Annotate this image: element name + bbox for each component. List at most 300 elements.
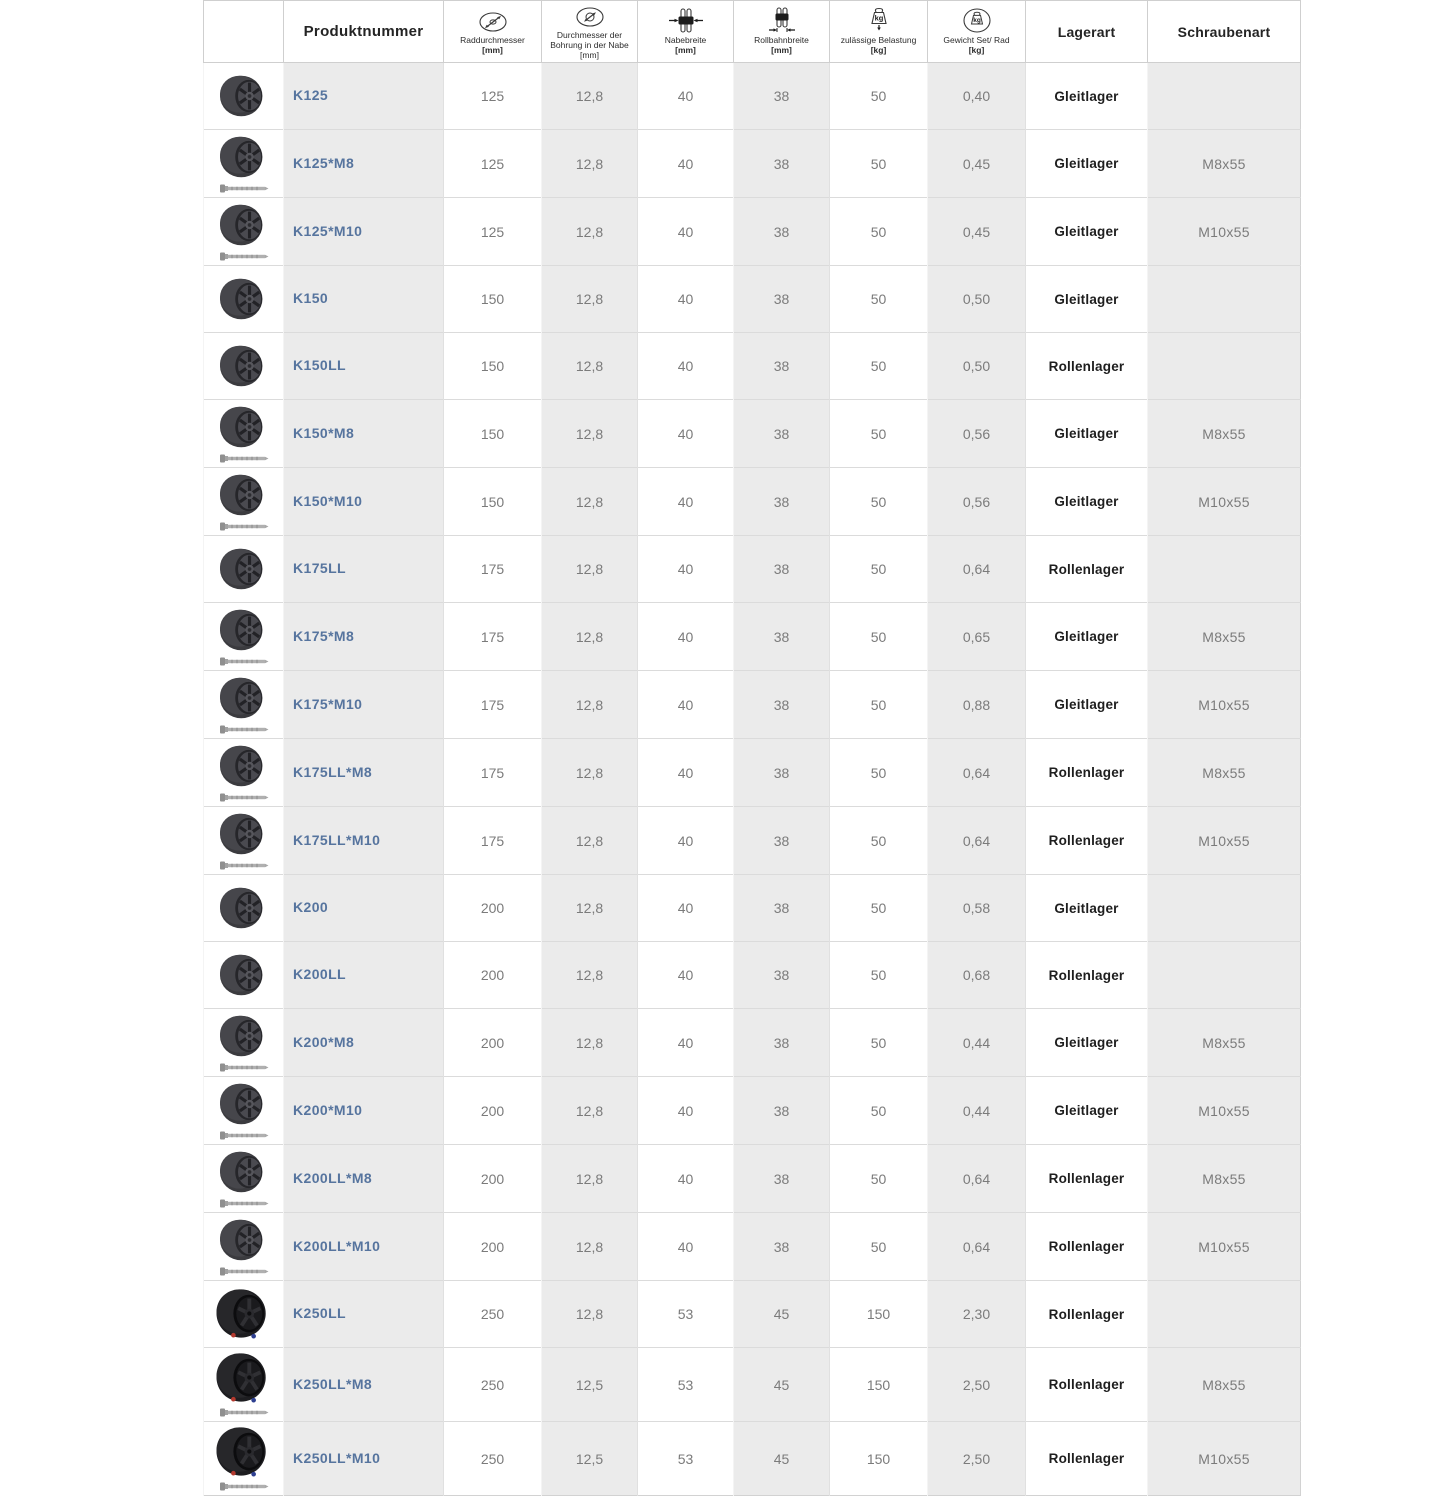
wheel-photo-small-icon (218, 742, 270, 790)
raddurchmesser-cell: 150 (444, 333, 542, 400)
product-link[interactable]: K200*M8 (293, 1033, 355, 1050)
schraubenart-cell (1148, 63, 1301, 130)
lagerart-cell: Rollenlager (1026, 1145, 1148, 1213)
table-row (204, 1145, 1301, 1213)
product-image-cell (204, 739, 284, 807)
product-image (204, 468, 283, 535)
raddurchmesser-cell: 175 (444, 536, 542, 603)
screw-icon (218, 183, 270, 194)
wheel-diameter-icon (445, 8, 540, 34)
hub-width-icon (639, 8, 732, 34)
nabebreite-cell: 53 (638, 1422, 734, 1496)
nabebreite-cell: 40 (638, 63, 734, 130)
raddurchmesser-cell: 150 (444, 400, 542, 468)
product-number-cell (284, 1009, 444, 1077)
lagerart-cell: Gleitlager (1026, 400, 1148, 468)
screw-icon (218, 251, 270, 262)
bohrung-cell: 12,8 (542, 603, 638, 671)
bohrung-cell: 12,8 (542, 198, 638, 266)
raddurchmesser-cell: 175 (444, 671, 542, 739)
screw-icon (218, 860, 270, 871)
table-row (204, 1281, 1301, 1348)
raddurchmesser-cell: 200 (444, 1077, 542, 1145)
rollbahnbreite-cell: 38 (734, 400, 830, 468)
screw-icon (218, 1198, 270, 1209)
wheel-photo-small-icon (218, 951, 270, 999)
gewicht-cell: 0,50 (928, 266, 1026, 333)
product-number-cell (284, 536, 444, 603)
wheel-photo-small-icon (218, 545, 270, 593)
lagerart-cell: Rollenlager (1026, 739, 1148, 807)
product-link[interactable]: K250LL (293, 1305, 346, 1321)
header-nabebreite-unit: [mm] (675, 45, 696, 55)
rollbahnbreite-cell: 38 (734, 942, 830, 1009)
product-link[interactable]: K200*M10 (293, 1101, 363, 1118)
product-number-cell (284, 807, 444, 875)
rollbahnbreite-cell: 45 (734, 1348, 830, 1422)
product-link[interactable]: K125*M8 (293, 154, 355, 171)
gewicht-cell: 0,64 (928, 1145, 1026, 1213)
belastung-cell: 50 (830, 536, 928, 603)
table-row (204, 468, 1301, 536)
schraubenart-cell (1148, 875, 1301, 942)
rollbahnbreite-cell: 45 (734, 1422, 830, 1496)
product-link[interactable]: K150 (293, 290, 329, 306)
nabebreite-cell: 40 (638, 1213, 734, 1281)
gewicht-cell: 2,30 (928, 1281, 1026, 1348)
product-link[interactable]: K175*M8 (293, 627, 355, 644)
raddurchmesser-cell: 200 (444, 1009, 542, 1077)
product-number-cell (284, 671, 444, 739)
product-image (204, 807, 283, 874)
raddurchmesser-cell: 175 (444, 603, 542, 671)
bohrung-cell: 12,8 (542, 1009, 638, 1077)
table-row (204, 1009, 1301, 1077)
schraubenart-cell: M10x55 (1148, 198, 1301, 266)
bohrung-cell: 12,8 (542, 1281, 638, 1348)
rollbahnbreite-cell: 38 (734, 671, 830, 739)
raddurchmesser-cell: 150 (444, 266, 542, 333)
wheel-photo-small-icon (218, 1216, 270, 1264)
raddurchmesser-cell: 200 (444, 942, 542, 1009)
product-number-cell (284, 130, 444, 198)
product-image (204, 1145, 283, 1212)
product-link[interactable]: K200LL*M8 (293, 1169, 373, 1186)
nabebreite-cell: 40 (638, 875, 734, 942)
rollbahnbreite-cell: 38 (734, 266, 830, 333)
belastung-cell: 50 (830, 875, 928, 942)
product-image (204, 542, 283, 596)
header-raddurchmesser (444, 1, 542, 63)
product-number-cell (284, 400, 444, 468)
product-number-cell (284, 63, 444, 130)
nabebreite-cell: 40 (638, 942, 734, 1009)
product-image (204, 671, 283, 738)
product-image-cell (204, 875, 284, 942)
product-number-cell (284, 603, 444, 671)
belastung-cell: 150 (830, 1422, 928, 1496)
header-gewicht (928, 1, 1026, 63)
table-row (204, 875, 1301, 942)
screw-icon (218, 656, 270, 667)
product-image (204, 198, 283, 265)
product-image-cell (204, 942, 284, 1009)
bohrung-cell: 12,8 (542, 266, 638, 333)
product-image-cell (204, 400, 284, 468)
belastung-cell: 50 (830, 739, 928, 807)
product-image (204, 739, 283, 806)
belastung-cell: 50 (830, 266, 928, 333)
product-link[interactable]: K150LL (293, 357, 346, 373)
header-produktnummer (284, 1, 444, 63)
product-image-cell (204, 1077, 284, 1145)
gewicht-cell: 0,44 (928, 1077, 1026, 1145)
max-load-icon (831, 8, 926, 34)
rollbahnbreite-cell: 38 (734, 333, 830, 400)
lagerart-cell: Gleitlager (1026, 603, 1148, 671)
nabebreite-cell: 40 (638, 130, 734, 198)
product-link[interactable]: K250LL*M10 (293, 1449, 381, 1466)
product-link[interactable]: K200LL*M10 (293, 1237, 381, 1254)
schraubenart-cell: M10x55 (1148, 1213, 1301, 1281)
product-image-cell (204, 130, 284, 198)
rollbahnbreite-cell: 38 (734, 739, 830, 807)
raddurchmesser-cell: 175 (444, 807, 542, 875)
header-gewicht-unit: [kg] (968, 45, 985, 55)
product-image (204, 1284, 283, 1344)
rollbahnbreite-cell: 38 (734, 198, 830, 266)
product-link[interactable]: K150*M8 (293, 424, 355, 441)
product-image-cell (204, 1145, 284, 1213)
bohrung-cell: 12,8 (542, 1077, 638, 1145)
nabebreite-cell: 40 (638, 1077, 734, 1145)
bohrung-cell: 12,8 (542, 942, 638, 1009)
table-row (204, 603, 1301, 671)
schraubenart-cell: M8x55 (1148, 130, 1301, 198)
schraubenart-cell: M10x55 (1148, 807, 1301, 875)
table-row (204, 400, 1301, 468)
nabebreite-cell: 40 (638, 807, 734, 875)
raddurchmesser-cell: 250 (444, 1348, 542, 1422)
gewicht-cell: 0,44 (928, 1009, 1026, 1077)
raddurchmesser-cell: 175 (444, 739, 542, 807)
wheel-photo-small-icon (218, 72, 270, 120)
lagerart-cell: Rollenlager (1026, 1213, 1148, 1281)
schraubenart-cell (1148, 333, 1301, 400)
product-image-cell (204, 63, 284, 130)
screw-icon (218, 724, 270, 735)
tread-width-icon (735, 8, 828, 34)
product-link[interactable]: K200 (293, 899, 329, 915)
product-number-cell (284, 198, 444, 266)
schraubenart-cell (1148, 266, 1301, 333)
rollbahnbreite-cell: 38 (734, 875, 830, 942)
screw-icon (218, 1407, 270, 1418)
product-image-cell (204, 603, 284, 671)
product-image-cell (204, 468, 284, 536)
nabebreite-cell: 40 (638, 198, 734, 266)
lagerart-cell: Rollenlager (1026, 1348, 1148, 1422)
bohrung-cell: 12,8 (542, 671, 638, 739)
bohrung-cell: 12,5 (542, 1348, 638, 1422)
bore-diameter-icon (543, 3, 636, 29)
header-schraubenart (1148, 1, 1301, 63)
product-number-cell (284, 1281, 444, 1348)
belastung-cell: 50 (830, 1145, 928, 1213)
product-image-cell (204, 198, 284, 266)
schraubenart-cell: M8x55 (1148, 603, 1301, 671)
rollbahnbreite-cell: 38 (734, 1145, 830, 1213)
gewicht-cell: 2,50 (928, 1422, 1026, 1496)
table-row (204, 1348, 1301, 1422)
table-row (204, 63, 1301, 130)
raddurchmesser-cell: 200 (444, 875, 542, 942)
wheel-photo-small-icon (218, 275, 270, 323)
rollbahnbreite-cell: 38 (734, 807, 830, 875)
nabebreite-cell: 40 (638, 603, 734, 671)
lagerart-cell: Gleitlager (1026, 1077, 1148, 1145)
product-link[interactable]: K150*M10 (293, 492, 363, 509)
wheel-photo-small-icon (218, 884, 270, 932)
lagerart-cell: Rollenlager (1026, 807, 1148, 875)
header-bohrung-label: Durchmesser der Bohrung in der Nabe [mm] (550, 30, 629, 60)
belastung-cell: 50 (830, 468, 928, 536)
header-nabebreite (638, 1, 734, 63)
header-raddurchmesser-unit: [mm] (482, 45, 503, 55)
schraubenart-cell: M8x55 (1148, 1348, 1301, 1422)
product-image-cell (204, 536, 284, 603)
bohrung-cell: 12,8 (542, 807, 638, 875)
lagerart-cell: Gleitlager (1026, 671, 1148, 739)
header-lagerart-label: Lagerart (1057, 23, 1116, 40)
product-number-cell (284, 468, 444, 536)
schraubenart-cell: M10x55 (1148, 1077, 1301, 1145)
header-rollbahnbreite-unit: [mm] (771, 45, 792, 55)
product-image-cell (204, 333, 284, 400)
rollbahnbreite-cell: 45 (734, 1281, 830, 1348)
product-number-cell (284, 333, 444, 400)
product-image-cell (204, 1348, 284, 1422)
product-number-cell (284, 942, 444, 1009)
product-link[interactable]: K125 (293, 87, 329, 103)
product-table-container (203, 0, 1300, 1496)
product-image-cell (204, 1009, 284, 1077)
rollbahnbreite-cell: 38 (734, 1213, 830, 1281)
product-number-cell (284, 1077, 444, 1145)
screw-icon (218, 1266, 270, 1277)
lagerart-cell: Rollenlager (1026, 1422, 1148, 1496)
bohrung-cell: 12,8 (542, 400, 638, 468)
product-image (204, 272, 283, 326)
product-number-cell (284, 1348, 444, 1422)
belastung-cell: 50 (830, 333, 928, 400)
belastung-cell: 50 (830, 1213, 928, 1281)
screw-icon (218, 1062, 270, 1073)
wheel-photo-small-icon (218, 342, 270, 390)
header-gewicht-label: Gewicht Set/ Rad (943, 35, 1010, 45)
wheel-photo-small-icon (218, 1148, 270, 1196)
header-belastung (830, 1, 928, 63)
belastung-cell: 50 (830, 400, 928, 468)
product-number-cell (284, 739, 444, 807)
gewicht-cell: 0,64 (928, 1213, 1026, 1281)
schraubenart-cell (1148, 536, 1301, 603)
wheel-photo-large-icon (215, 1425, 273, 1479)
wheel-photo-large-icon (215, 1351, 273, 1405)
schraubenart-cell: M8x55 (1148, 400, 1301, 468)
product-image (204, 1077, 283, 1144)
bohrung-cell: 12,8 (542, 1145, 638, 1213)
product-link[interactable]: K175LL*M10 (293, 831, 381, 848)
wheel-photo-small-icon (218, 133, 270, 181)
nabebreite-cell: 40 (638, 1009, 734, 1077)
wheel-photo-small-icon (218, 471, 270, 519)
gewicht-cell: 0,68 (928, 942, 1026, 1009)
schraubenart-cell (1148, 942, 1301, 1009)
wheel-photo-small-icon (218, 810, 270, 858)
raddurchmesser-cell: 250 (444, 1422, 542, 1496)
schraubenart-cell: M10x55 (1148, 468, 1301, 536)
raddurchmesser-cell: 125 (444, 198, 542, 266)
header-rollbahnbreite (734, 1, 830, 63)
product-image (204, 339, 283, 393)
nabebreite-cell: 53 (638, 1281, 734, 1348)
nabebreite-cell: 40 (638, 536, 734, 603)
table-row (204, 807, 1301, 875)
belastung-cell: 50 (830, 130, 928, 198)
header-bohrung (542, 1, 638, 63)
gewicht-cell: 0,45 (928, 198, 1026, 266)
product-number-cell (284, 875, 444, 942)
raddurchmesser-cell: 200 (444, 1145, 542, 1213)
schraubenart-cell: M8x55 (1148, 739, 1301, 807)
belastung-cell: 50 (830, 198, 928, 266)
svg-text:kg: kg (874, 13, 883, 23)
table-row (204, 266, 1301, 333)
bohrung-cell: 12,5 (542, 1422, 638, 1496)
raddurchmesser-cell: 250 (444, 1281, 542, 1348)
lagerart-cell: Gleitlager (1026, 130, 1148, 198)
product-number-cell (284, 266, 444, 333)
table-row (204, 1422, 1301, 1496)
bohrung-cell: 12,8 (542, 63, 638, 130)
product-image-cell (204, 1422, 284, 1496)
product-link[interactable]: K125*M10 (293, 222, 363, 239)
product-image-cell (204, 266, 284, 333)
gewicht-cell: 0,50 (928, 333, 1026, 400)
lagerart-cell: Gleitlager (1026, 266, 1148, 333)
gewicht-cell: 0,56 (928, 400, 1026, 468)
gewicht-cell: 0,88 (928, 671, 1026, 739)
product-image (204, 1009, 283, 1076)
svg-text:kg: kg (972, 16, 981, 24)
product-image-cell (204, 1281, 284, 1348)
bohrung-cell: 12,8 (542, 468, 638, 536)
rollbahnbreite-cell: 38 (734, 1009, 830, 1077)
gewicht-cell: 0,40 (928, 63, 1026, 130)
lagerart-cell: Gleitlager (1026, 198, 1148, 266)
screw-icon (218, 792, 270, 803)
wheel-photo-large-icon (215, 1287, 273, 1341)
bohrung-cell: 12,8 (542, 739, 638, 807)
table-row (204, 942, 1301, 1009)
rollbahnbreite-cell: 38 (734, 63, 830, 130)
product-number-cell (284, 1145, 444, 1213)
schraubenart-cell: M8x55 (1148, 1145, 1301, 1213)
product-link[interactable]: K200LL (293, 966, 346, 982)
gewicht-cell: 2,50 (928, 1348, 1026, 1422)
product-spec-table (203, 0, 1301, 1496)
product-link[interactable]: K250LL*M8 (293, 1375, 373, 1392)
table-row (204, 198, 1301, 266)
rollbahnbreite-cell: 38 (734, 536, 830, 603)
header-image-column (204, 1, 284, 63)
product-link[interactable]: K175LL*M8 (293, 763, 373, 780)
schraubenart-cell: M10x55 (1148, 1422, 1301, 1496)
product-image-cell (204, 1213, 284, 1281)
table-row (204, 333, 1301, 400)
nabebreite-cell: 40 (638, 1145, 734, 1213)
belastung-cell: 50 (830, 942, 928, 1009)
gewicht-cell: 0,64 (928, 739, 1026, 807)
wheel-photo-small-icon (218, 1012, 270, 1060)
rollbahnbreite-cell: 38 (734, 603, 830, 671)
header-lagerart (1026, 1, 1148, 63)
nabebreite-cell: 40 (638, 333, 734, 400)
gewicht-cell: 0,56 (928, 468, 1026, 536)
product-image (204, 1213, 283, 1280)
gewicht-cell: 0,45 (928, 130, 1026, 198)
belastung-cell: 50 (830, 603, 928, 671)
belastung-cell: 50 (830, 807, 928, 875)
belastung-cell: 50 (830, 671, 928, 739)
set-weight-icon (929, 8, 1024, 34)
gewicht-cell: 0,58 (928, 875, 1026, 942)
header-raddurchmesser-label: Raddurchmesser (460, 35, 525, 45)
raddurchmesser-cell: 125 (444, 63, 542, 130)
lagerart-cell: Gleitlager (1026, 468, 1148, 536)
product-link[interactable]: K175*M10 (293, 695, 363, 712)
wheel-photo-small-icon (218, 674, 270, 722)
header-belastung-unit: [kg] (870, 45, 887, 55)
header-belastung-label: zulässige Belastung (840, 35, 917, 45)
bohrung-cell: 12,8 (542, 875, 638, 942)
header-nabebreite-label: Nabebreite (664, 35, 707, 45)
table-row (204, 739, 1301, 807)
table-row (204, 671, 1301, 739)
screw-icon (218, 1481, 270, 1492)
gewicht-cell: 0,65 (928, 603, 1026, 671)
belastung-cell: 150 (830, 1348, 928, 1422)
schraubenart-cell (1148, 1281, 1301, 1348)
screw-icon (218, 453, 270, 464)
lagerart-cell: Rollenlager (1026, 536, 1148, 603)
bohrung-cell: 12,8 (542, 536, 638, 603)
product-image (204, 881, 283, 935)
nabebreite-cell: 40 (638, 739, 734, 807)
rollbahnbreite-cell: 38 (734, 1077, 830, 1145)
rollbahnbreite-cell: 38 (734, 130, 830, 198)
belastung-cell: 150 (830, 1281, 928, 1348)
lagerart-cell: Rollenlager (1026, 333, 1148, 400)
product-link[interactable]: K175LL (293, 560, 346, 576)
product-number-cell (284, 1213, 444, 1281)
wheel-photo-small-icon (218, 403, 270, 451)
belastung-cell: 50 (830, 1009, 928, 1077)
nabebreite-cell: 53 (638, 1348, 734, 1422)
table-row (204, 536, 1301, 603)
lagerart-cell: Rollenlager (1026, 1281, 1148, 1348)
